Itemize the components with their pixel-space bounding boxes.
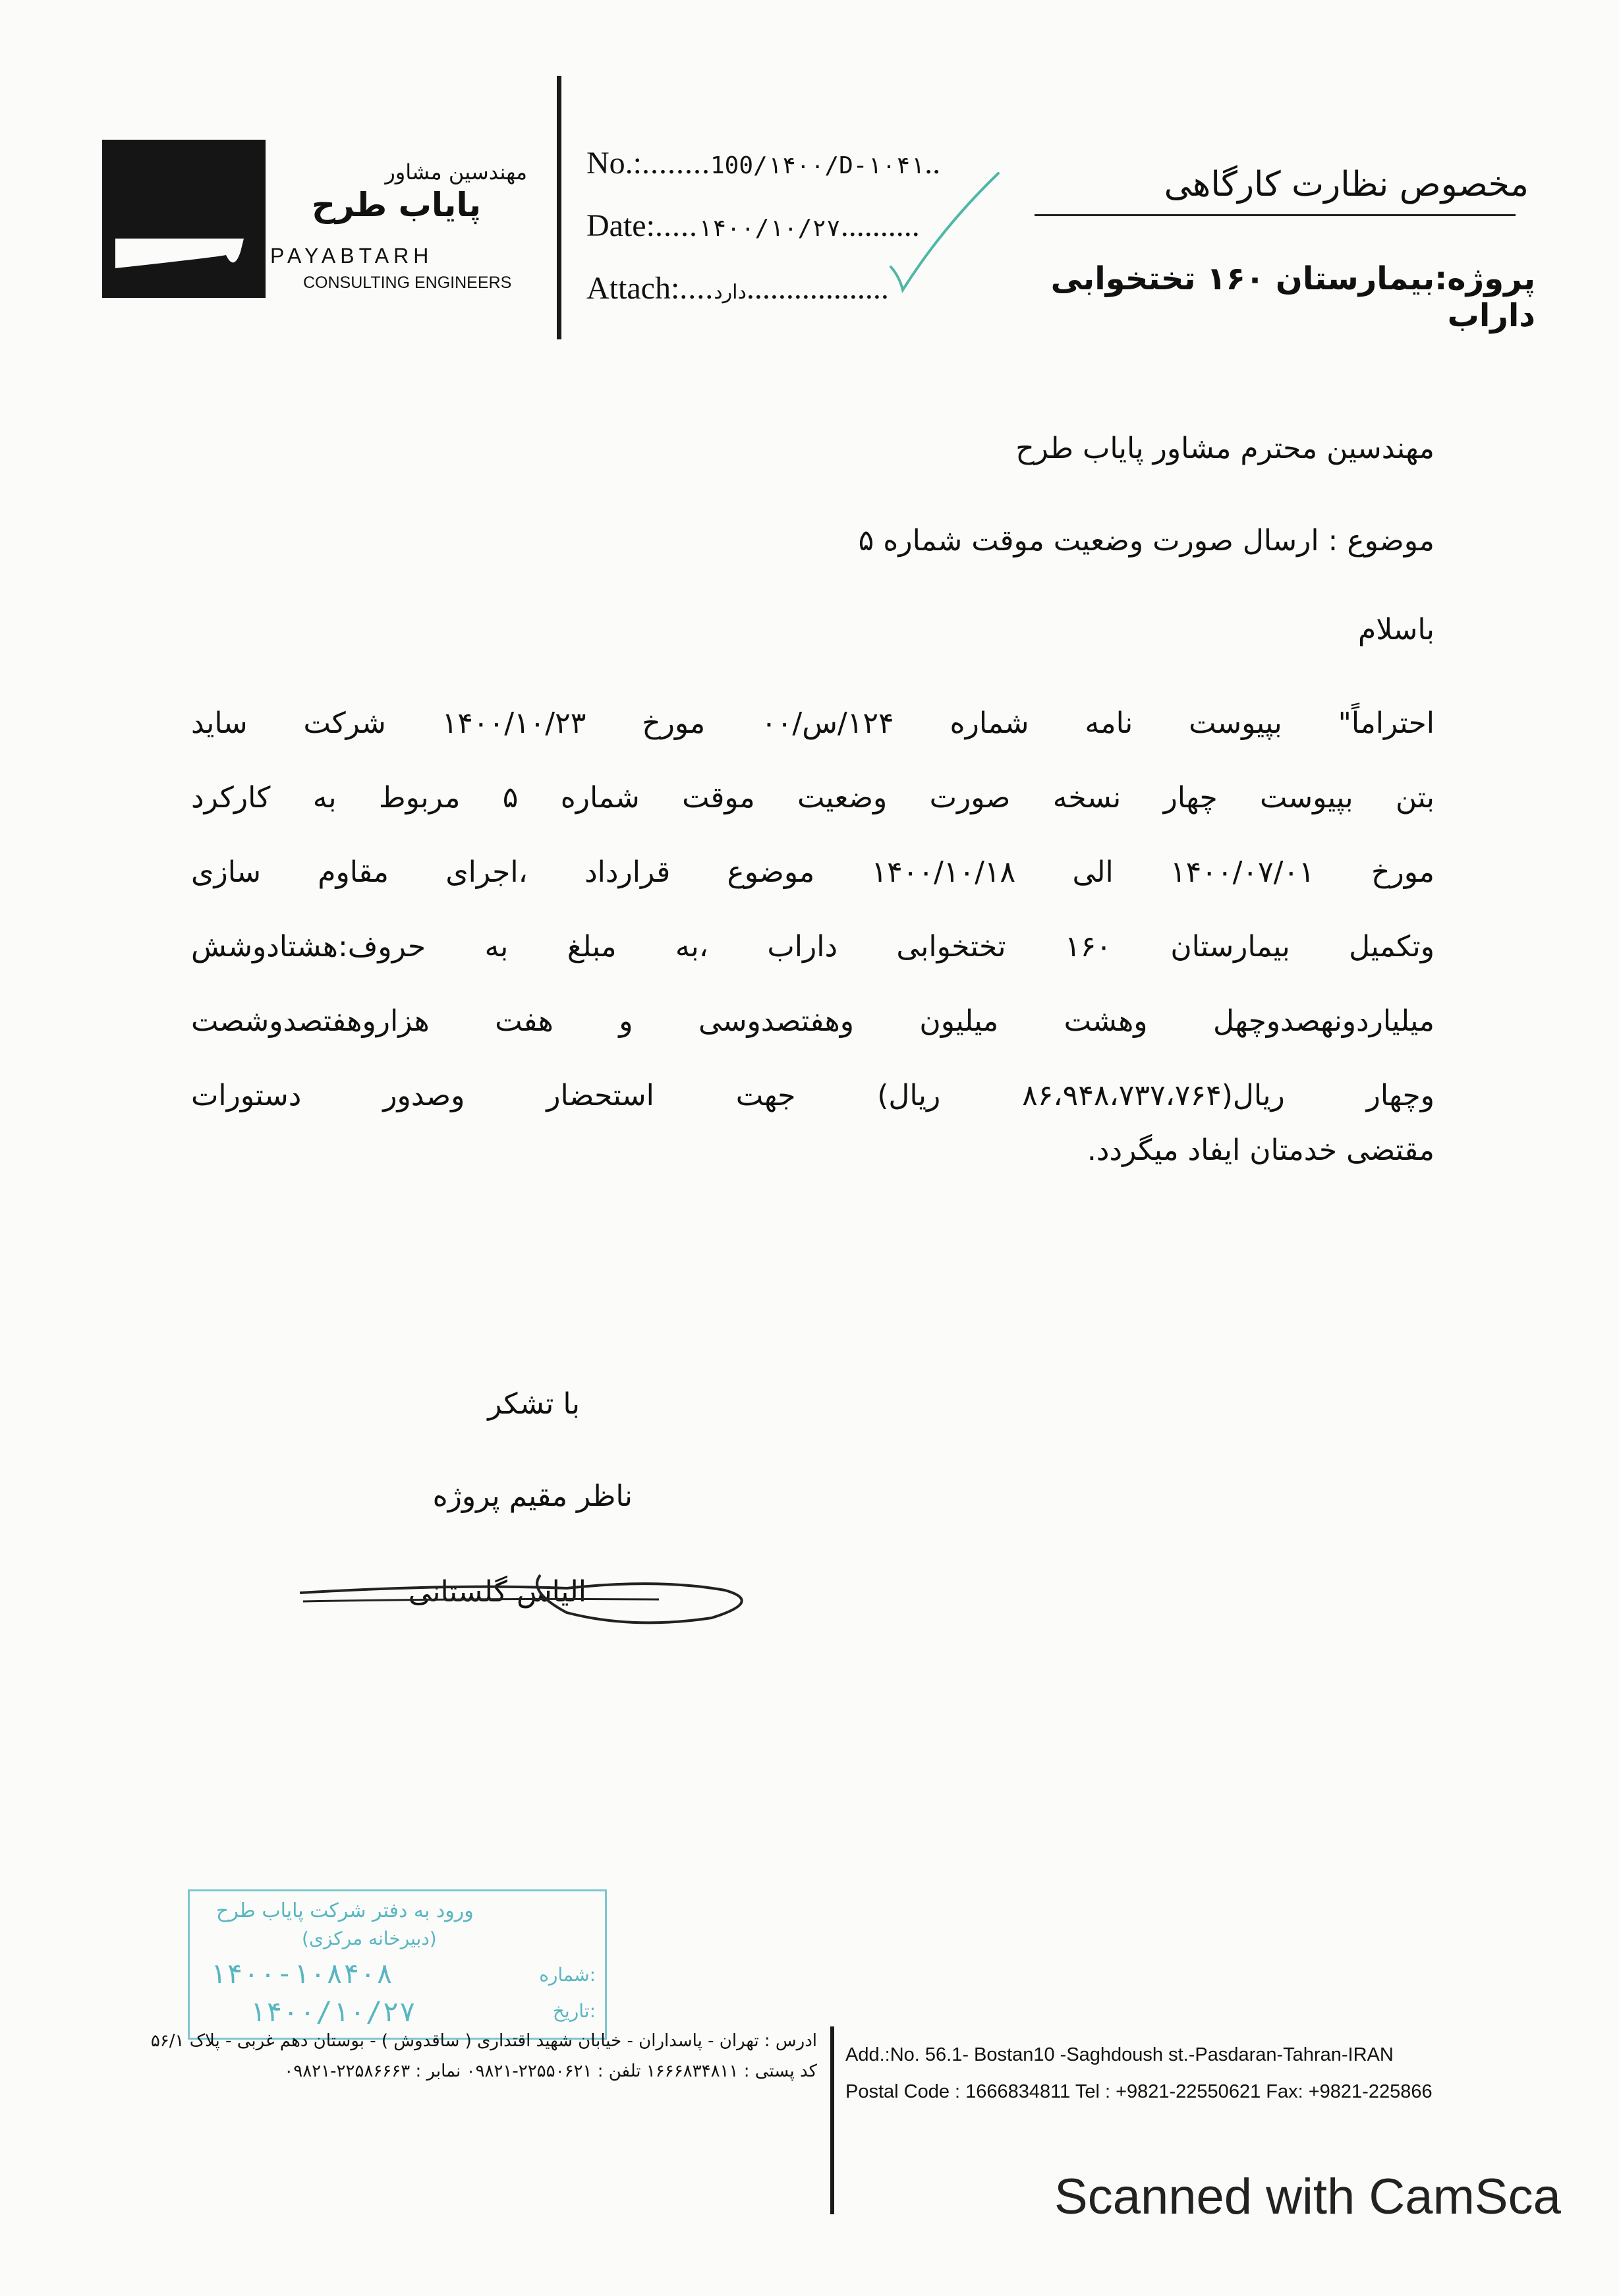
recipient: مهندسین محترم مشاور پایاب طرح: [1015, 432, 1434, 465]
logo-mark: [102, 140, 266, 298]
supervision-underline: [1035, 214, 1516, 216]
subject: موضوع : ارسال صورت وضعیت موقت شماره ۵: [858, 524, 1434, 558]
logo-fa-title: پایاب طرح: [312, 186, 481, 224]
letter-date-row: Date:.....۱۴۰۰/۱۰/۲۷..........: [586, 208, 920, 243]
body-line-last: مقتضی خدمتان ایفاد میگردد.: [1087, 1134, 1434, 1167]
body-line-1: احتراماً" بپیوست نامه شماره ۱۲۴/س/۰۰ مورخ ۱۴۰۰/۱۰/۲۳ شرکت ساید: [191, 706, 1434, 740]
body-line-6: وچهار ریال(۸۶،۹۴۸،۷۳۷،۷۶۴ ریال) جهت استحضار وصدور دستورات: [191, 1079, 1434, 1112]
signer-title: ناظر مقیم پروژه: [432, 1479, 633, 1513]
body-line-2: بتن بپیوست چهار نسخه صورت وضعیت موقت شماره ۵ مربوط به کارکرد: [191, 781, 1434, 815]
letter-date-label: Date:: [586, 208, 655, 243]
signer-name: الیاس گلستانی: [408, 1575, 586, 1609]
footer-address-fa: [79, 2031, 817, 2081]
body-line-4: وتکمیل بیمارستان ۱۶۰ تختخوابی داراب ،به مبلغ به حروف:هشتادوشش: [191, 930, 1435, 963]
body-line-3: مورخ ۱۴۰۰/۰۷/۰۱ الی ۱۴۰۰/۱۰/۱۸ موضوع قرارداد ،اجرای مقاوم سازی: [191, 855, 1434, 889]
scan-watermark: Scanned with CamSca: [1054, 2169, 1561, 2225]
greeting: باسلام: [1357, 613, 1434, 646]
supervision-title: مخصوص نظارت کارگاهی: [1164, 165, 1529, 204]
stamp-date-value: ۱۴۰۰/۱۰/۲۷: [249, 1995, 416, 2028]
footer-fa-line-2: کد پستی : ۱۶۶۶۸۳۴۸۱۱ تلفن : ۲۲۵۵۰۶۲۱-۰۹۸۲۱ نمابر : ۲۲۵۸۶۶۶۳-۰۹۸۲۱: [284, 2061, 817, 2081]
body-line-5: میلیاردونهصدوچهل وهشت میلیون وهفتصدوسی و هفت هزاروهفتصدوشصت: [191, 1004, 1434, 1038]
stamp-number-label: شماره:: [539, 1964, 596, 1986]
header-divider: [557, 76, 561, 339]
letter-number-label: No.:: [586, 146, 642, 181]
logo-en-name: PAYABTARH: [270, 244, 434, 268]
received-stamp: [188, 1889, 607, 2040]
logo-shape-icon: [102, 140, 266, 298]
footer-address-en: Add.:No. 56.1- Bostan10 -Saghdoush st.-Pasdaran-Tahran-IRAN: [845, 2044, 1394, 2065]
stamp-subtitle: (دبیرخانه مرکزی): [302, 1928, 437, 1949]
footer-divider: [830, 2026, 834, 2214]
letter-number-row: No.:........100/۱۴۰۰/D-۱۰۴۱..: [586, 146, 941, 181]
stamp-title: ورود به دفتر شرکت پایاب طرح: [216, 1899, 474, 1922]
stamp-number-value: ۱۴۰۰-۱۰۸۴۰۸: [210, 1957, 393, 1990]
signature-icon: [290, 1552, 764, 1644]
letter-attach-value: دارد: [714, 281, 747, 303]
letter-number-value: 100/۱۴۰۰/D-۱۰۴۱: [710, 152, 925, 179]
logo-fa-small: مهندسین مشاور: [385, 159, 527, 185]
footer-contact-en: Postal Code : 1666834811 Tel : +9821-22550621 Fax: +9821-225866: [845, 2081, 1433, 2102]
closing-thanks: با تشکر: [488, 1387, 580, 1421]
footer-fa-line-1: ادرس : تهران - پاسداران - خیابان شهید اقتداری ( ساقدوش ) - بوستان دهم غربی - پلاک ۵۶/۱: [150, 2031, 817, 2051]
letter-attach-row: Attach:....دارد..................: [586, 271, 889, 306]
logo-en-subtitle: CONSULTING ENGINEERS: [303, 273, 512, 292]
project-name: پروژه:بیمارستان ۱۶۰ تختخوابی داراب: [1050, 260, 1535, 334]
stamp-date-label: تاریخ:: [552, 2000, 596, 2022]
letter-attach-label: Attach:: [586, 271, 680, 306]
letter-date-value: ۱۴۰۰/۱۰/۲۷: [697, 215, 841, 242]
